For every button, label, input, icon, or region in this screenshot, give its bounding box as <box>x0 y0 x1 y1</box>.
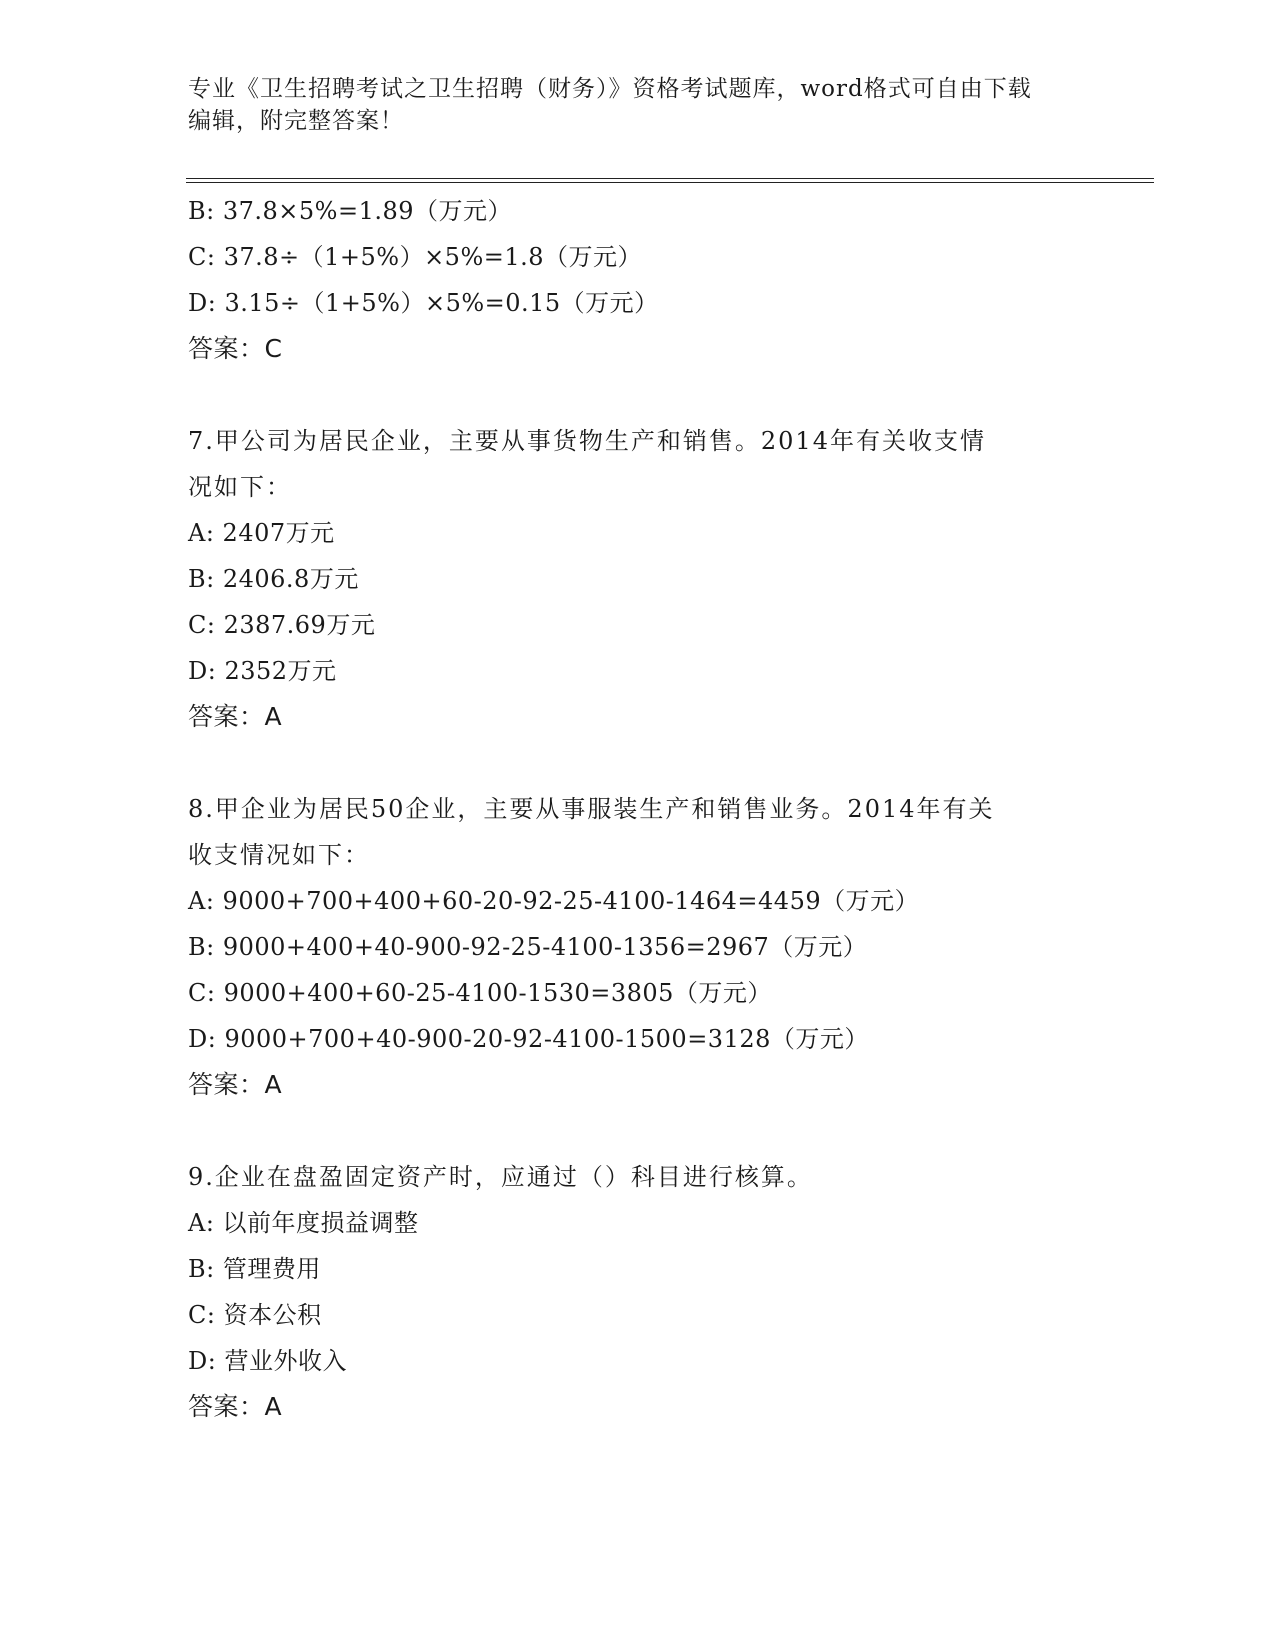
spacer <box>188 1108 1088 1154</box>
question-9 <box>188 1154 1088 1430</box>
option-c: C: 2387.69万元 <box>188 611 376 639</box>
spacer <box>188 740 1088 786</box>
answer: 答案：A <box>188 1070 283 1099</box>
question-fragment <box>188 188 1088 372</box>
option-a: A: 以前年度损益调整 <box>188 1209 419 1237</box>
option-b: B: 9000+400+40-900-92-25-4100-1356=2967（万元） <box>188 933 868 961</box>
question-7 <box>188 418 1088 740</box>
option-b: B: 2406.8万元 <box>188 565 359 593</box>
option-a: A: 2407万元 <box>188 519 335 547</box>
question-content <box>188 188 1088 1430</box>
spacer <box>188 372 1088 418</box>
question-text <box>188 418 1088 510</box>
header-divider-bottom <box>186 182 1154 183</box>
answer: 答案：A <box>188 702 283 731</box>
header-line-1: 专业《卫生招聘考试之卫生招聘（财务）》资格考试题库，word格式可自由下载 <box>188 76 1032 102</box>
option-a: A: 9000+700+400+60-20-92-25-4100-1464=4459（万元） <box>188 887 920 915</box>
header-divider-top <box>186 178 1154 179</box>
answer: 答案：C <box>188 334 283 363</box>
document-header <box>188 73 1068 137</box>
question-text-line: 9.企业在盘盈固定资产时，应通过（）科目进行核算。 <box>188 1163 813 1191</box>
question-text <box>188 1154 1088 1200</box>
question-text-line: 8.甲企业为居民50企业，主要从事服装生产和销售业务。2014年有关 <box>188 795 995 823</box>
header-line-2: 编辑，附完整答案！ <box>188 108 404 134</box>
option-d: D: 3.15÷（1+5%）×5%=0.15（万元） <box>188 289 659 317</box>
option-c: C: 资本公积 <box>188 1301 322 1329</box>
question-text-line: 7.甲公司为居民企业，主要从事货物生产和销售。2014年有关收支情 <box>188 427 986 455</box>
question-text-line: 况如下： <box>188 473 292 501</box>
question-text-line: 收支情况如下： <box>188 841 370 869</box>
option-d: D: 2352万元 <box>188 657 337 685</box>
option-c: C: 9000+400+60-25-4100-1530=3805（万元） <box>188 979 772 1007</box>
question-text <box>188 786 1088 878</box>
option-b: B: 管理费用 <box>188 1255 321 1283</box>
question-8 <box>188 786 1088 1108</box>
option-d: D: 营业外收入 <box>188 1347 347 1375</box>
answer: 答案：A <box>188 1392 283 1421</box>
option-c: C: 37.8÷（1+5%）×5%=1.8（万元） <box>188 243 643 271</box>
option-b: B: 37.8×5%=1.89（万元） <box>188 197 513 225</box>
option-d: D: 9000+700+40-900-20-92-4100-1500=3128（万元） <box>188 1025 869 1053</box>
